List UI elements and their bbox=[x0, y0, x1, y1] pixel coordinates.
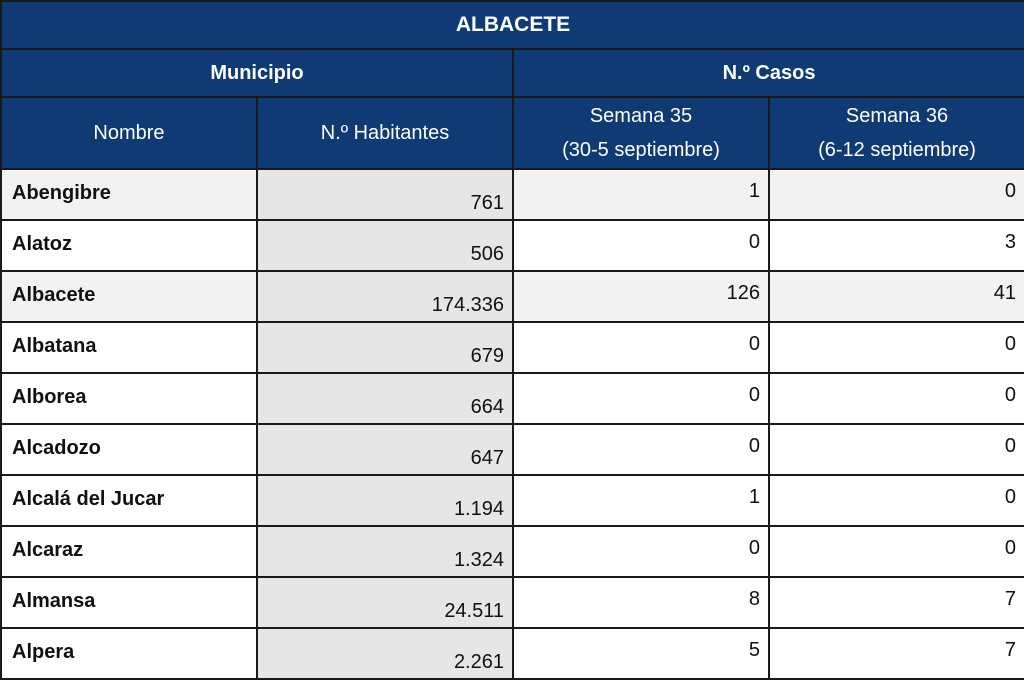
cell-habitantes: 679 bbox=[257, 322, 513, 373]
cell-habitantes: 1.194 bbox=[257, 475, 513, 526]
cell-habitantes: 761 bbox=[257, 169, 513, 220]
table-row bbox=[1, 475, 1024, 526]
table-row bbox=[1, 220, 1024, 271]
cell-semana36: 0 bbox=[769, 169, 1024, 220]
cell-semana36: 0 bbox=[769, 526, 1024, 577]
cell-habitantes: 647 bbox=[257, 424, 513, 475]
table-row bbox=[1, 526, 1024, 577]
cell-semana36: 7 bbox=[769, 628, 1024, 679]
cell-semana35: 1 bbox=[513, 169, 769, 220]
cell-semana36: 41 bbox=[769, 271, 1024, 322]
semana35-line2: (30-5 septiembre) bbox=[562, 139, 720, 161]
column-header-nombre bbox=[1, 97, 257, 169]
cell-semana36: 0 bbox=[769, 424, 1024, 475]
cell-nombre: Alpera bbox=[1, 628, 257, 679]
cell-semana36: 0 bbox=[769, 475, 1024, 526]
cell-semana36: 0 bbox=[769, 322, 1024, 373]
cell-nombre: Albacete bbox=[1, 271, 257, 322]
cell-semana36: 3 bbox=[769, 220, 1024, 271]
column-header-nombre-label: Nombre bbox=[93, 122, 165, 144]
cell-nombre: Alcadozo bbox=[1, 424, 257, 475]
cell-nombre: Abengibre bbox=[1, 169, 257, 220]
table-row bbox=[1, 322, 1024, 373]
cell-nombre: Albatana bbox=[1, 322, 257, 373]
cell-semana35: 0 bbox=[513, 322, 769, 373]
cell-semana36: 7 bbox=[769, 577, 1024, 628]
cell-semana35: 5 bbox=[513, 628, 769, 679]
cell-nombre: Alcalá del Jucar bbox=[1, 475, 257, 526]
table-title: ALBACETE bbox=[1, 1, 1024, 49]
cell-nombre: Almansa bbox=[1, 577, 257, 628]
table-row bbox=[1, 373, 1024, 424]
cell-semana35: 0 bbox=[513, 373, 769, 424]
group-header-casos: N.º Casos bbox=[513, 49, 1024, 97]
table-row bbox=[1, 271, 1024, 322]
column-header-habitantes bbox=[257, 97, 513, 169]
cell-semana35: 8 bbox=[513, 577, 769, 628]
cell-habitantes: 2.261 bbox=[257, 628, 513, 679]
table-row bbox=[1, 424, 1024, 475]
cell-semana35: 0 bbox=[513, 220, 769, 271]
table-row bbox=[1, 628, 1024, 679]
semana36-line2: (6-12 septiembre) bbox=[818, 139, 976, 161]
column-header-habitantes-label: N.º Habitantes bbox=[320, 122, 450, 144]
semana36-line1: Semana 36 bbox=[845, 105, 949, 127]
cell-habitantes: 506 bbox=[257, 220, 513, 271]
table-row bbox=[1, 169, 1024, 220]
cell-habitantes: 664 bbox=[257, 373, 513, 424]
cell-semana35: 126 bbox=[513, 271, 769, 322]
cell-semana36: 0 bbox=[769, 373, 1024, 424]
cell-nombre: Alcaraz bbox=[1, 526, 257, 577]
column-header-semana36 bbox=[769, 97, 1024, 169]
cell-nombre: Alborea bbox=[1, 373, 257, 424]
cell-habitantes: 1.324 bbox=[257, 526, 513, 577]
cell-semana35: 0 bbox=[513, 424, 769, 475]
column-header-semana35 bbox=[513, 97, 769, 169]
cell-habitantes: 174.336 bbox=[257, 271, 513, 322]
semana35-line1: Semana 35 bbox=[589, 105, 693, 127]
cell-semana35: 0 bbox=[513, 526, 769, 577]
cell-habitantes: 24.511 bbox=[257, 577, 513, 628]
cell-nombre: Alatoz bbox=[1, 220, 257, 271]
group-header-municipio: Municipio bbox=[1, 49, 513, 97]
cell-semana35: 1 bbox=[513, 475, 769, 526]
table-row bbox=[1, 577, 1024, 628]
